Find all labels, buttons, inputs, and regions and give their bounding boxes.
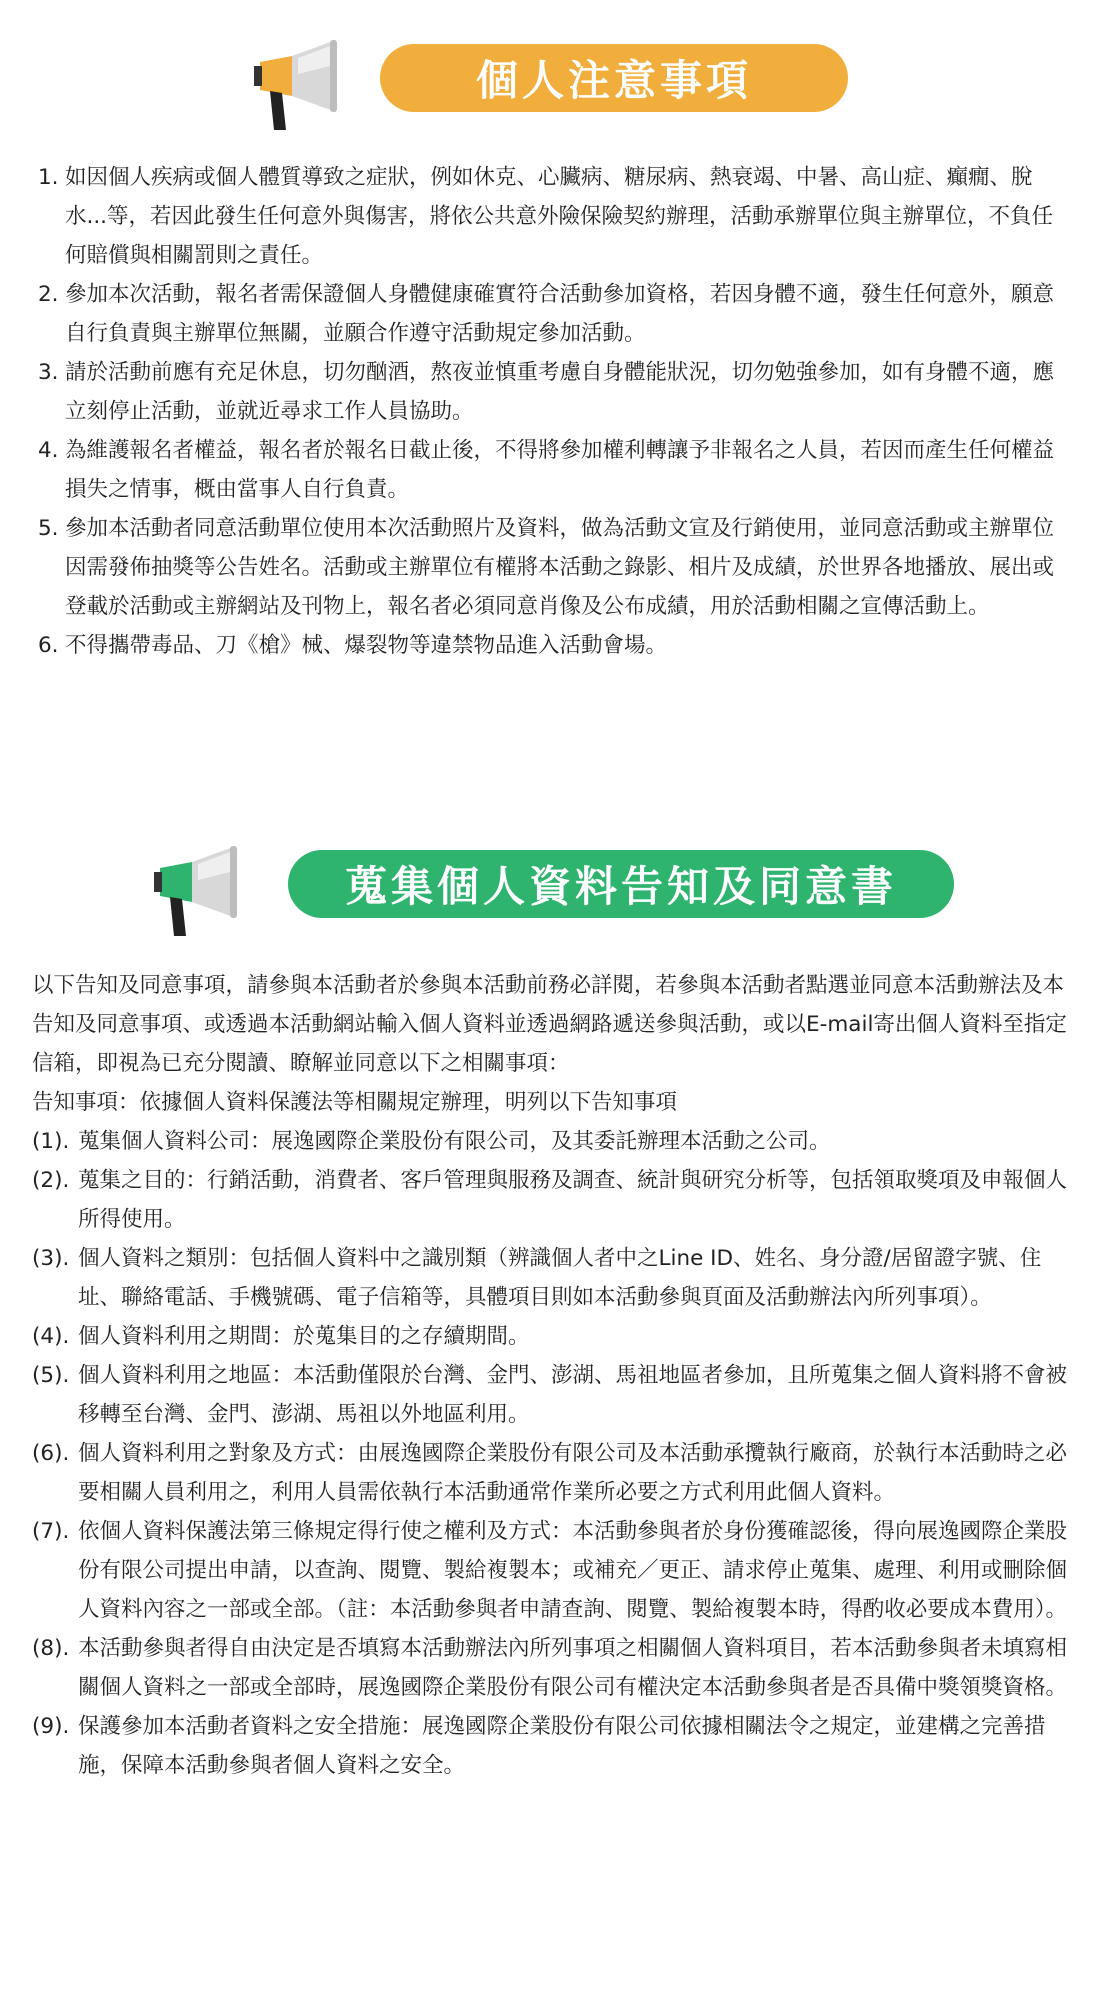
list-item [38, 431, 1068, 509]
item-text: 個人資料利用之期間：於蒐集目的之存續期間。 [78, 1324, 530, 1349]
notice-line: 告知事項：依據個人資料保護法等相關規定辦理，明列以下告知事項 [32, 1090, 678, 1115]
consent-intro: 以下告知及同意事項，請參與本活動者於參與本活動前務必詳閱，若參與本活動者點選並同意本活動辦法及本告知及同意事項、或透過本活動網站輸入個人資料並透過網路遞送參與活動，或以E-mail寄出個人資料至指定信箱，即視為已充分閱讀、瞭解並同意以下之相關事項： [32, 973, 1067, 1076]
item-text: 個人資料利用之對象及方式：由展逸國際企業股份有限公司及本活動承攬執行廠商，於執行本活動時之必要相關人員利用之，利用人員需依執行本活動通常作業所必要之方式利用此個人資料。 [78, 1441, 1068, 1505]
list-item [38, 158, 1068, 275]
item-text: 個人資料之類別：包括個人資料中之識別類（辨識個人者中之Line ID、姓名、身分證/居留證字號、住址、聯絡電話、手機號碼、電子信箱等，具體項目則如本活動參與頁面及活動辦法內所列事項）。 [78, 1246, 1042, 1310]
item-number: 5. [38, 516, 59, 541]
list-item [32, 1512, 1072, 1629]
item-text: 為維護報名者權益，報名者於報名日截止後，不得將參加權利轉讓予非報名之人員，若因而產生任何權益損失之情事，概由當事人自行負責。 [65, 438, 1055, 502]
item-text: 本活動參與者得自由決定是否填寫本活動辦法內所列事項之相關個人資料項目，若本活動參與者未填寫相關個人資料之一部或全部時，展逸國際企業股份有限公司有權決定本活動參與者是否具備中獎領獎資格。 [78, 1636, 1068, 1700]
list-item [32, 1356, 1072, 1434]
item-text: 蒐集之目的：行銷活動，消費者、客戶管理與服務及調查、統計與研究分析等，包括領取獎項及申報個人所得使用。 [78, 1168, 1068, 1232]
item-text: 參加本次活動，報名者需保證個人身體健康確實符合活動參加資格，若因身體不適，發生任何意外，願意自行負責與主辦單位無關，並願合作遵守活動規定參加活動。 [65, 282, 1055, 346]
item-text: 參加本活動者同意活動單位使用本次活動照片及資料，做為活動文宣及行銷使用，並同意活動或主辦單位因需發佈抽獎等公告姓名。活動或主辦單位有權將本活動之錄影、相片及成績，於世界各地播放、展出或登載於活動或主辦網站及刊物上，報名者必須同意肖像及公布成績，用於活動相關之宣傳活動上。 [65, 516, 1055, 619]
item-number: 4. [38, 438, 59, 463]
precautions-list [38, 158, 1068, 665]
list-item [32, 1629, 1072, 1707]
list-item [38, 275, 1068, 353]
section1-title: 個人注意事項 [380, 44, 848, 112]
item-text: 請於活動前應有充足休息，切勿酗酒，熬夜並慎重考慮自身體能狀況，切勿勉強參加，如有身體不適，應立刻停止活動，並就近尋求工作人員協助。 [65, 360, 1055, 424]
item-text: 個人資料利用之地區：本活動僅限於台灣、金門、澎湖、馬祖地區者參加，且所蒐集之個人資料將不會被移轉至台灣、金門、澎湖、馬祖以外地區利用。 [78, 1363, 1068, 1427]
item-text: 如因個人疾病或個人體質導致之症狀，例如休克、心臟病、糖尿病、熱衰竭、中暑、高山症、癲癇、脫水...等，若因此發生任何意外與傷害，將依公共意外險保險契約辦理，活動承辦單位與主辦單位，不負任何賠償與相關罰則之責任。 [65, 165, 1054, 268]
item-number: (6). [32, 1441, 70, 1466]
list-item [32, 1317, 1072, 1356]
megaphone-icon [148, 842, 244, 938]
list-item [38, 626, 1068, 665]
section2-title: 蒐集個人資料告知及同意書 [288, 850, 954, 918]
list-item [38, 509, 1068, 626]
item-text: 依個人資料保護法第三條規定得行使之權利及方式：本活動參與者於身份獲確認後，得向展逸國際企業股份有限公司提出申請，以查詢、閱覽、製給複製本；或補充／更正、請求停止蒐集、處理、利用或刪除個人資料內容之一部或全部。（註：本活動參與者申請查詢、閱覽、製給複製本時，得酌收必要成本費用）。 [78, 1519, 1068, 1622]
item-number: (5). [32, 1363, 70, 1388]
item-number: (8). [32, 1636, 70, 1661]
item-number: (7). [32, 1519, 70, 1544]
item-number: 6. [38, 633, 59, 658]
item-number: (4). [32, 1324, 70, 1349]
list-item [32, 1239, 1072, 1317]
section2-header [0, 836, 1110, 956]
item-number: (9). [32, 1714, 70, 1739]
consent-items-list [32, 1122, 1072, 1785]
item-text: 蒐集個人資料公司：展逸國際企業股份有限公司，及其委託辦理本活動之公司。 [78, 1129, 831, 1154]
list-item [32, 1161, 1072, 1239]
section1-header [0, 30, 1110, 150]
item-number: (1). [32, 1129, 70, 1154]
item-text: 保護參加本活動者資料之安全措施：展逸國際企業股份有限公司依據相關法令之規定，並建構之完善措施，保障本活動參與者個人資料之安全。 [78, 1714, 1046, 1778]
item-number: (3). [32, 1246, 70, 1271]
item-number: 3. [38, 360, 59, 385]
megaphone-icon [248, 36, 344, 132]
item-number: 2. [38, 282, 59, 307]
item-number: 1. [38, 165, 59, 190]
list-item [32, 1707, 1072, 1785]
list-item [38, 353, 1068, 431]
list-item [32, 1434, 1072, 1512]
item-text: 不得攜帶毒品、刀《槍》械、爆裂物等違禁物品進入活動會場。 [65, 633, 668, 658]
item-number: (2). [32, 1168, 70, 1193]
list-item [32, 1122, 1072, 1161]
